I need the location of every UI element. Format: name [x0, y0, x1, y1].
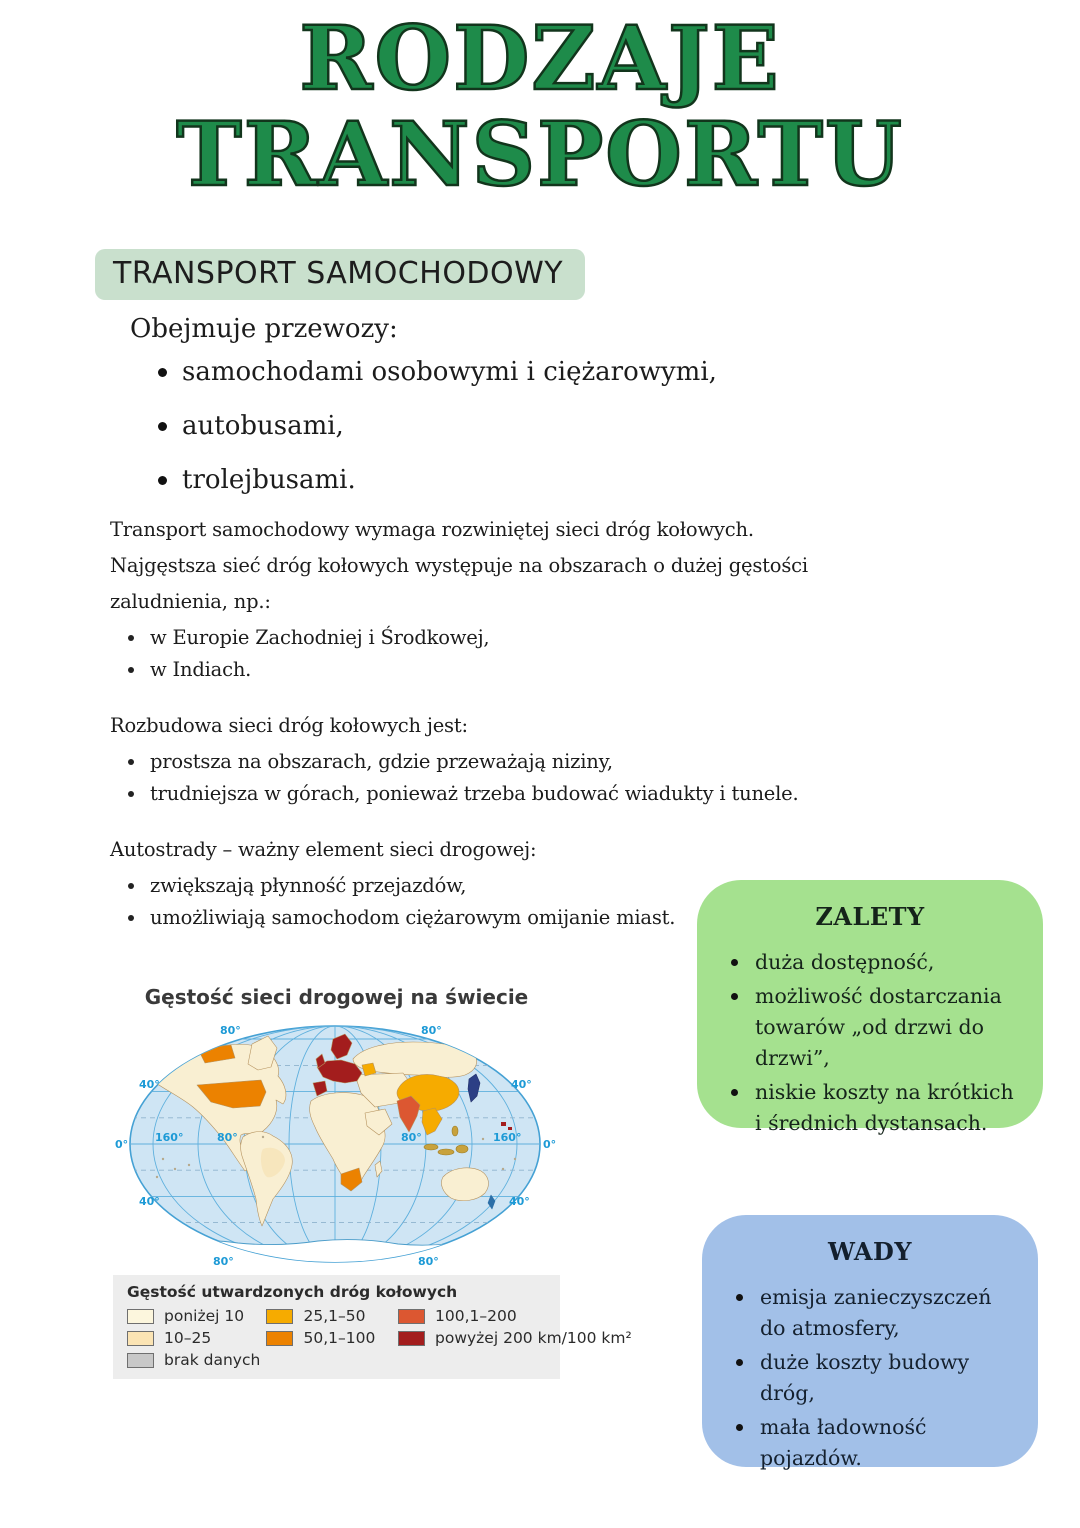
list-item: umożliwiają samochodom ciężarowym omijanie miast. — [128, 902, 910, 934]
list-item: samochodami osobowymi i ciężarowymi, — [158, 352, 830, 392]
svg-text:160°: 160° — [493, 1131, 522, 1144]
legend-label: 100,1–200 — [435, 1307, 517, 1325]
paragraph-expansion — [110, 708, 910, 810]
svg-text:40°: 40° — [511, 1078, 532, 1091]
disadvantages-box — [702, 1215, 1038, 1470]
legend-swatch — [266, 1309, 293, 1324]
page-title-line-2: TRANSPORTU — [176, 102, 904, 206]
legend-item — [127, 1305, 266, 1327]
legend-label: poniżej 10 — [164, 1307, 245, 1325]
paragraph-road-network — [110, 512, 910, 686]
legend-column-1 — [127, 1305, 266, 1371]
continent-antarctica — [158, 1239, 507, 1264]
page-title — [0, 6, 1080, 206]
intro-lead: Obejmuje przewozy: — [130, 314, 398, 344]
legend-label: powyżej 200 km/100 km² — [435, 1329, 632, 1347]
legend-item — [266, 1327, 398, 1349]
paragraph-line: Rozbudowa sieci dróg kołowych jest: — [110, 714, 468, 737]
legend-title: Gęstość utwardzonych dróg kołowych — [127, 1283, 458, 1301]
svg-text:80°: 80° — [401, 1131, 422, 1144]
list-item: w Indiach. — [128, 654, 910, 686]
map-legend — [113, 1275, 632, 1379]
svg-text:80°: 80° — [418, 1255, 439, 1268]
advantages-title: ZALETY — [815, 902, 925, 931]
legend-label: brak danych — [164, 1351, 261, 1369]
svg-text:80°: 80° — [217, 1131, 238, 1144]
list-item: prostsza na obszarach, gdzie przeważają niziny, — [128, 746, 910, 778]
legend-item — [266, 1305, 398, 1327]
svg-text:0°: 0° — [543, 1138, 557, 1151]
section-header-badge: TRANSPORT SAMOCHODOWY — [95, 249, 585, 300]
svg-text:40°: 40° — [509, 1195, 530, 1208]
svg-text:0°: 0° — [115, 1138, 129, 1151]
legend-swatch — [127, 1353, 154, 1368]
continent-australia — [441, 1168, 488, 1201]
legend-label: 25,1–50 — [303, 1307, 366, 1325]
advantages-list — [721, 947, 1019, 1139]
svg-text:80°: 80° — [220, 1024, 241, 1037]
legend-item — [398, 1327, 632, 1349]
map-figure — [113, 985, 632, 1379]
list-item: duże koszty budowy dróg, — [732, 1347, 1014, 1409]
list-item: trudniejsza w górach, ponieważ trzeba budować wiadukty i tunele. — [128, 778, 910, 810]
list-item: mała ładowność pojazdów. — [732, 1412, 1014, 1474]
paragraph-line: Transport samochodowy wymaga rozwiniętej sieci dróg kołowych. — [110, 518, 754, 541]
list-item: w Europie Zachodniej i Środkowej, — [128, 622, 910, 654]
svg-text:40°: 40° — [139, 1078, 160, 1091]
legend-swatch — [398, 1309, 425, 1324]
legend-item — [127, 1327, 266, 1349]
page-title-line-1: RODZAJE — [299, 6, 781, 110]
legend-swatch — [127, 1331, 154, 1346]
legend-item — [127, 1349, 266, 1371]
disadvantages-list — [726, 1282, 1014, 1474]
list-item: trolejbusami. — [158, 460, 830, 500]
legend-swatch — [398, 1331, 425, 1346]
list-item: możliwość dostarczania towarów „od drzwi do drzwi”, — [727, 981, 1019, 1074]
legend-item — [398, 1305, 548, 1327]
expansion-list — [110, 746, 910, 810]
svg-text:160°: 160° — [155, 1131, 184, 1144]
paragraph-line: Autostrady – ważny element sieci drogowej: — [110, 838, 537, 861]
legend-label: 10–25 — [164, 1329, 212, 1347]
svg-text:80°: 80° — [421, 1024, 442, 1037]
legend-swatch — [266, 1331, 293, 1346]
intro-block — [130, 314, 830, 514]
list-item: autobusami, — [158, 406, 830, 446]
legend-label: 50,1–100 — [303, 1329, 376, 1347]
map-title: Gęstość sieci drogowej na świecie — [144, 985, 529, 1009]
svg-text:80°: 80° — [213, 1255, 234, 1268]
disadvantages-title: WADY — [828, 1237, 912, 1266]
list-item: duża dostępność, — [727, 947, 1019, 978]
svg-text:40°: 40° — [139, 1195, 160, 1208]
road-network-list — [110, 622, 910, 686]
list-item: emisja zanieczyszczeń do atmosfery, — [732, 1282, 1014, 1344]
legend-column-2 — [266, 1305, 398, 1371]
world-map — [113, 1019, 560, 1271]
list-item: niskie koszty na krótkich i średnich dystansach. — [727, 1077, 1019, 1139]
intro-list — [130, 352, 830, 500]
legend-swatch — [127, 1309, 154, 1324]
list-item: zwiększają płynność przejazdów, — [128, 870, 910, 902]
advantages-box — [697, 880, 1043, 1135]
paragraph-line: Najgęstsza sieć dróg kołowych występuje na obszarach o dużej gęstości zaludnienia, np.: — [110, 554, 808, 613]
legend-column-3 — [398, 1305, 632, 1371]
